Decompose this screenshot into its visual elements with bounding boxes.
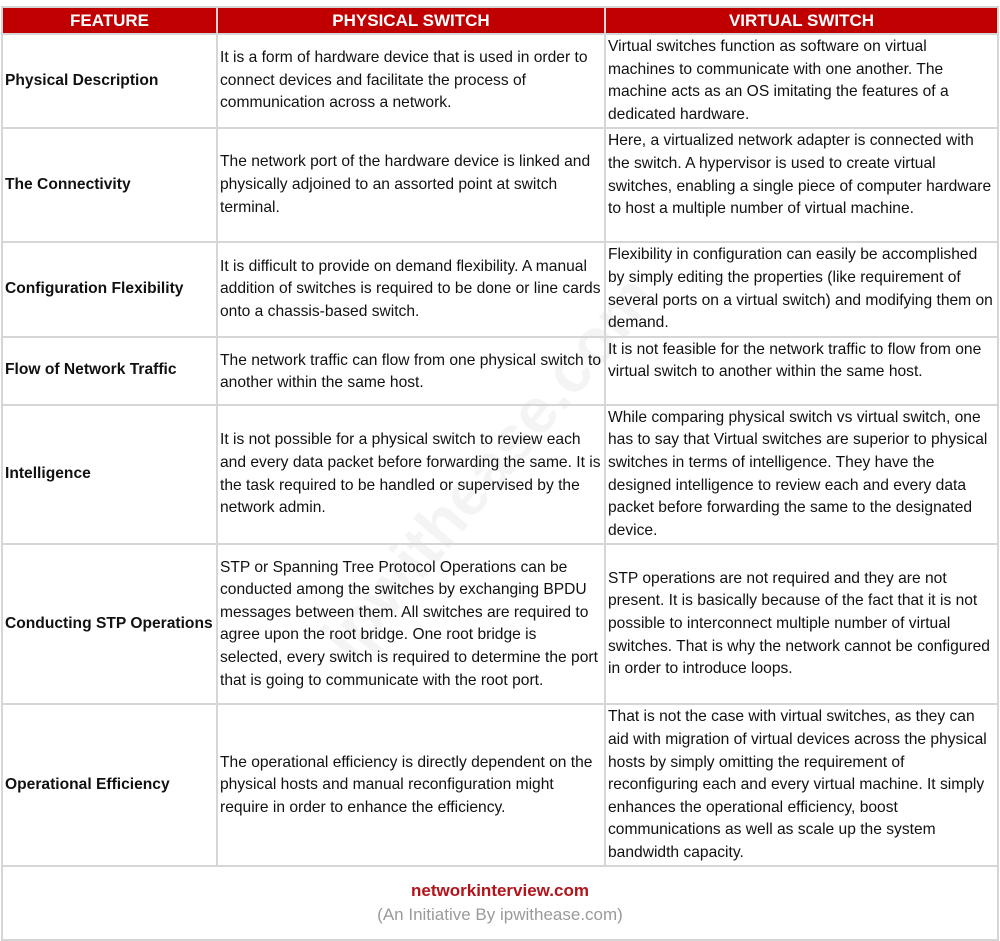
physical-cell: The network port of the hardware device is linked and physically adjoined to an assorted point at switch terminal. [217, 128, 605, 242]
virtual-cell: It is not feasible for the network traffic to flow from one virtual switch to another within the same host. [605, 337, 998, 405]
virtual-cell: While comparing physical switch vs virtual switch, one has to say that Virtual switches are superior to physical switches in terms of intelligence. They have the designed intelligence to review each and every data packet before forwarding the same to the designated device. [605, 405, 998, 545]
table-row [2, 405, 998, 545]
feature-cell: Operational Efficiency [2, 704, 217, 866]
virtual-cell: STP operations are not required and they are not present. It is basically because of the fact that it is not possible to interconnect multiple number of virtual switches. That is why the network cannot be configured in order to introduce loops. [605, 544, 998, 704]
header-feature: FEATURE [2, 7, 217, 34]
table-row [2, 128, 998, 242]
footer-row [2, 866, 998, 940]
initiative-text: (An Initiative By ipwithease.com) [377, 905, 623, 925]
feature-cell: Conducting STP Operations [2, 544, 217, 704]
table-row [2, 544, 998, 704]
feature-cell: Flow of Network Traffic [2, 337, 217, 405]
physical-cell: It is difficult to provide on demand flexibility. A manual addition of switches is required to be done or line cards onto a chassis-based switch. [217, 242, 605, 336]
physical-cell: It is not possible for a physical switch to review each and every data packet before forwarding the same. It is the task required to be handled or supervised by the network admin. [217, 405, 605, 545]
virtual-cell: Flexibility in configuration can easily be accomplished by simply editing the properties (like requirement of several ports on a virtual switch) and modifying them on demand. [605, 242, 998, 336]
header-virtual-switch: VIRTUAL SWITCH [605, 7, 998, 34]
footer-cell [2, 866, 998, 940]
table-row [2, 34, 998, 128]
feature-cell: Intelligence [2, 405, 217, 545]
virtual-cell: That is not the case with virtual switches, as they can aid with migration of virtual devices across the physical hosts by simply omitting the requirement of reconfiguring each and every virtual machine. It simply enhances the operational efficiency, boost communications as well as scale up the system bandwidth capacity. [605, 704, 998, 866]
header-physical-switch: PHYSICAL SWITCH [217, 7, 605, 34]
physical-cell: The network traffic can flow from one physical switch to another within the same host. [217, 337, 605, 405]
feature-cell: Physical Description [2, 34, 217, 128]
physical-cell: STP or Spanning Tree Protocol Operations can be conducted among the switches by exchanging BPDU messages between them. All switches are required to agree upon the root bridge. One root bridge is selected, every switch is required to determine the port that is going to communicate with the root port. [217, 544, 605, 704]
table-row [2, 242, 998, 336]
brand-link[interactable]: networkinterview.com [411, 881, 589, 901]
table-row [2, 704, 998, 866]
feature-cell: Configuration Flexibility [2, 242, 217, 336]
header-row [2, 7, 998, 34]
physical-cell: The operational efficiency is directly dependent on the physical hosts and manual reconfiguration might require in order to enhance the efficiency. [217, 704, 605, 866]
virtual-cell: Virtual switches function as software on virtual machines to communicate with one another. The machine acts as an OS imitating the features of a dedicated hardware. [605, 34, 998, 128]
virtual-cell: Here, a virtualized network adapter is connected with the switch. A hypervisor is used to create virtual switches, enabling a single piece of computer hardware to host a multiple number of virtual machine. [605, 128, 998, 242]
comparison-table [1, 6, 999, 941]
physical-cell: It is a form of hardware device that is used in order to connect devices and facilitate the process of communication across a network. [217, 34, 605, 128]
table-row [2, 337, 998, 405]
feature-cell: The Connectivity [2, 128, 217, 242]
